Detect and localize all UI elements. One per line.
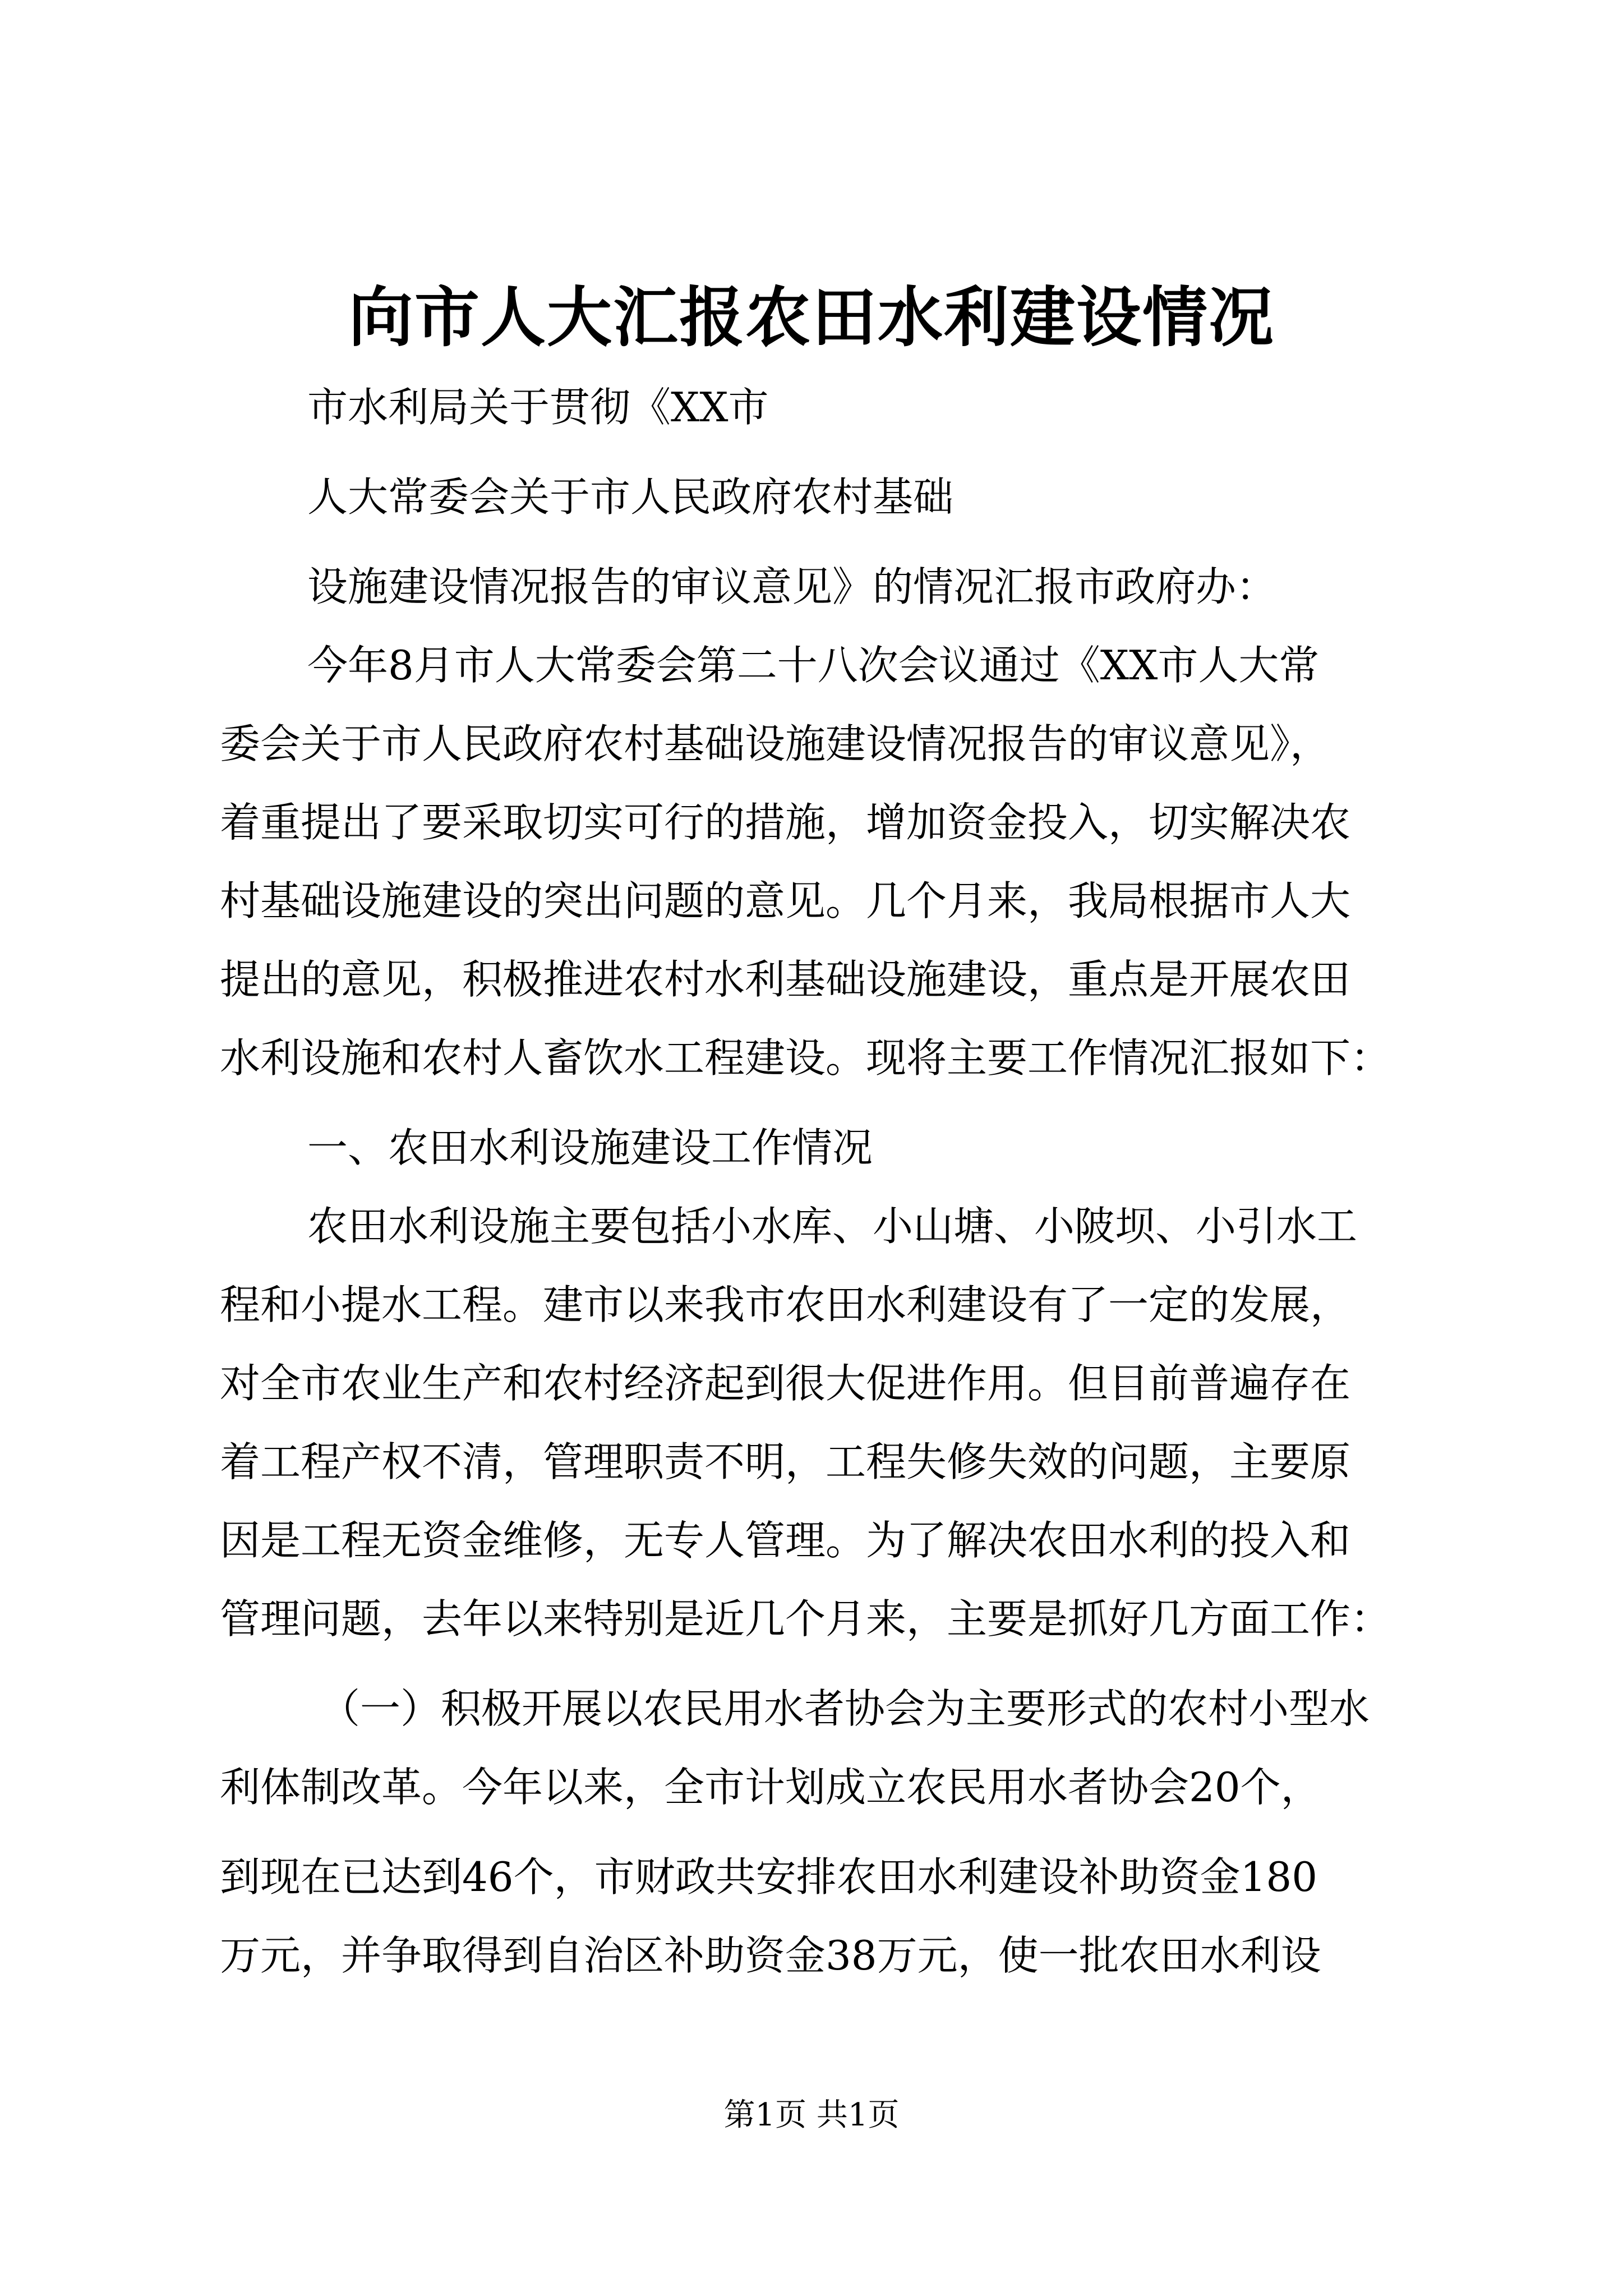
text-line: 人大常委会关于市人民政府农村基础	[307, 473, 954, 521]
page-footer: 第1页 共1页	[723, 2097, 900, 2133]
text-line: 水利设施和农村人畜饮水工程建设。现将主要工作情况汇报如下：	[220, 1034, 1391, 1082]
text-line: 提出的意见，积极推进农村水利基础设施建设，重点是开展农田	[220, 956, 1351, 1003]
text-line: 到现在已达到46个，市财政共安排农田水利建设补助资金180	[220, 1853, 1318, 1901]
text-line: 对全市农业生产和农村经济起到很大促进作用。但目前普遍存在	[220, 1360, 1351, 1407]
document-title: 向市人大汇报农田水利建设情况	[348, 279, 1275, 356]
text-line: 着工程产权不清，管理职责不明，工程失修失效的问题，主要原	[220, 1438, 1351, 1485]
text-line: 程和小提水工程。建市以来我市农田水利建设有了一定的发展，	[220, 1281, 1351, 1328]
text-line: 市水利局关于贯彻《XX市	[307, 384, 769, 431]
subsection-line: （一）积极开展以农民用水者协会为主要形式的农村小型水	[320, 1685, 1370, 1732]
text-line: 管理问题，去年以来特别是近几个月来，主要是抓好几方面工作：	[220, 1595, 1391, 1642]
text-line: 利体制改革。今年以来，全市计划成立农民用水者协会20个，	[220, 1764, 1321, 1811]
text-line: 委会关于市人民政府农村基础设施建设情况报告的审议意见》，	[220, 720, 1331, 767]
text-line: 着重提出了要采取切实可行的措施，增加资金投入，切实解决农	[220, 799, 1351, 846]
text-line: 万元，并争取得到自治区补助资金38万元，使一批农田水利设	[220, 1932, 1321, 1979]
section-heading: 一、农田水利设施建设工作情况	[307, 1124, 873, 1171]
text-line: 设施建设情况报告的审议意见》的情况汇报市政府办：	[307, 563, 1277, 610]
text-line: 今年8月市人大常委会第二十八次会议通过《XX市人大常	[307, 642, 1320, 689]
text-line: 农田水利设施主要包括小水库、小山塘、小陂坝、小引水工	[307, 1203, 1358, 1250]
text-line: 因是工程无资金维修，无专人管理。为了解决农田水利的投入和	[220, 1517, 1351, 1564]
text-line: 村基础设施建设的突出问题的意见。几个月来，我局根据市人大	[220, 877, 1351, 924]
